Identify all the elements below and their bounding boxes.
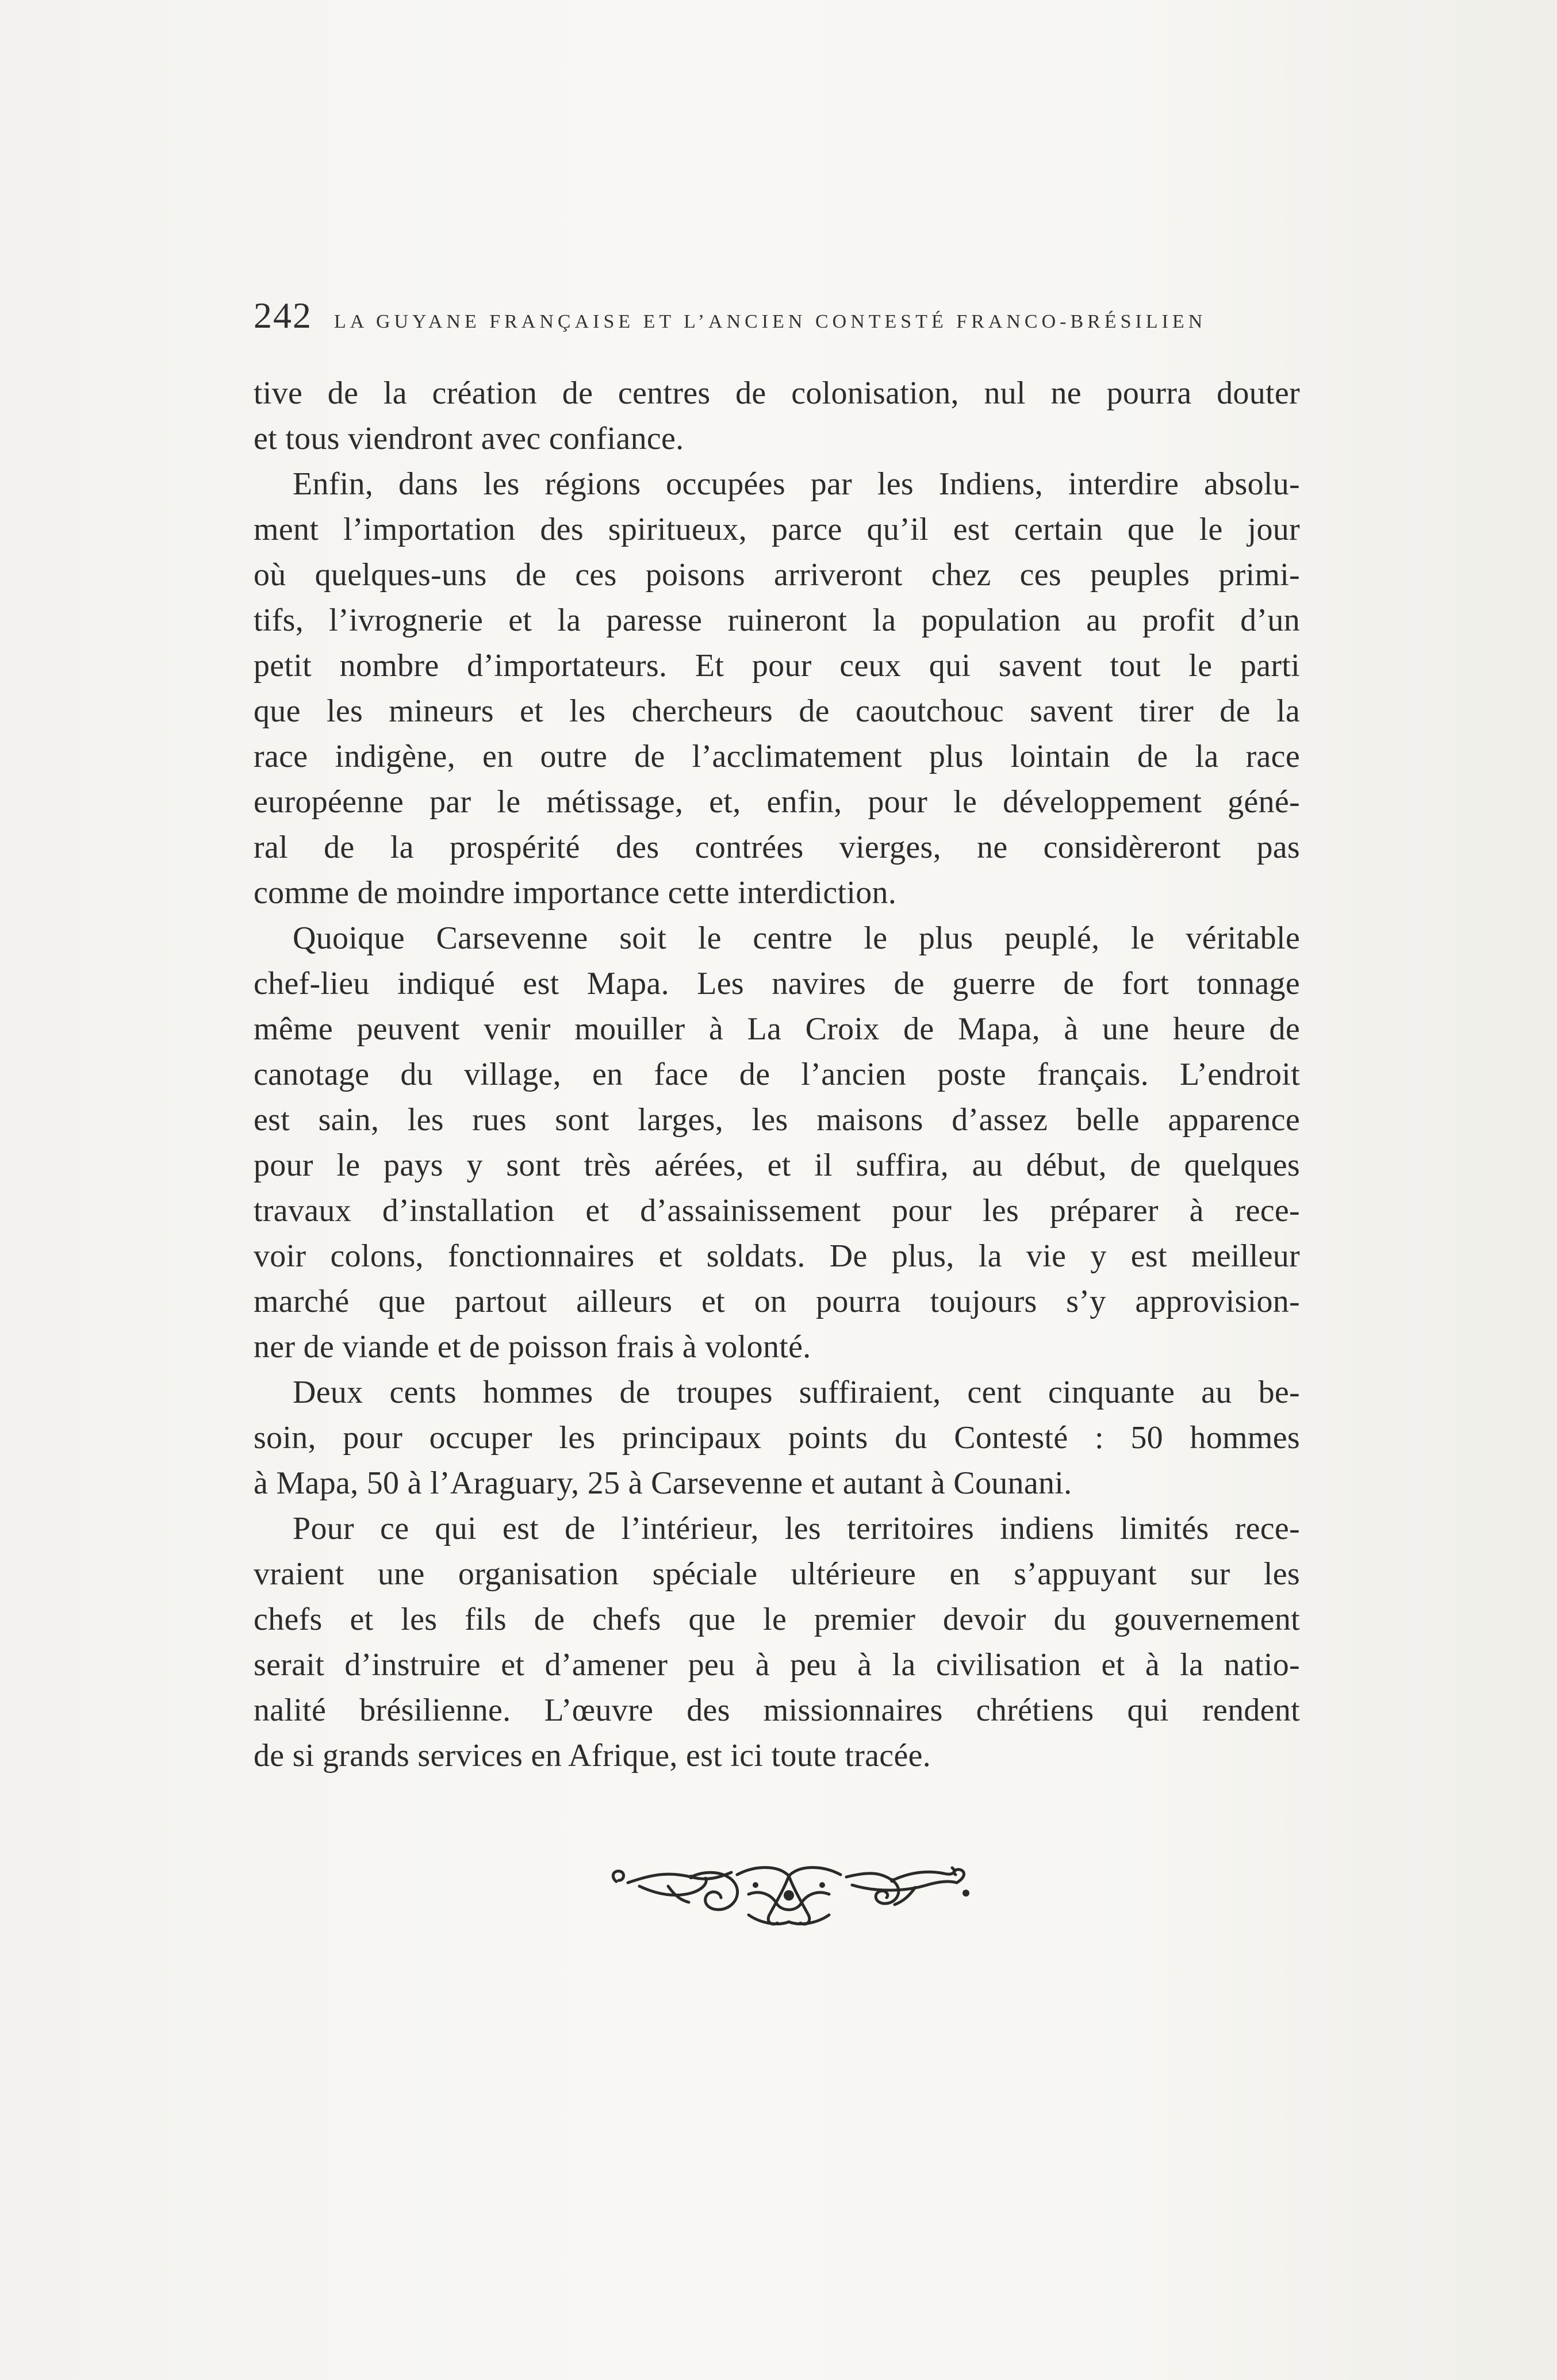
text-line: que les mineurs et les chercheurs de caoutchouc savent tirer de la <box>254 693 1300 729</box>
text-line: voir colons, fonctionnaires et soldats. De plus, la vie y est meilleur <box>254 1238 1300 1274</box>
text-line: vraient une organisation spéciale ultérieure en s’appuyant sur les <box>254 1556 1300 1592</box>
text-line: où quelques-uns de ces poisons arriveront chez ces peuples primi- <box>254 557 1300 593</box>
text-line: européenne par le métissage, et, enfin, pour le développement géné- <box>254 784 1300 820</box>
text-line: Deux cents hommes de troupes suffiraient, cent cinquante au be- <box>293 1375 1300 1410</box>
text-line: soin, pour occuper les principaux points du Contesté : 50 hommes <box>254 1420 1300 1456</box>
text-line: et tous viendront avec confiance. <box>254 421 684 456</box>
body-text <box>254 371 1300 1779</box>
page-header <box>254 294 1300 346</box>
text-line: Quoique Carsevenne soit le centre le plus peuplé, le véritable <box>293 920 1300 956</box>
text-line: pour le pays y sont très aérées, et il suffira, au début, de quelques <box>254 1147 1300 1183</box>
text-line: même peuvent venir mouiller à La Croix de Mapa, à une heure de <box>254 1011 1300 1047</box>
text-line: Enfin, dans les régions occupées par les Indiens, interdire absolu- <box>293 466 1300 502</box>
running-head: LA GUYANE FRANÇAISE ET L’ANCIEN CONTESTÉ FRANCO-BRÉSILIEN <box>334 311 1207 332</box>
text-line: tive de la création de centres de colonisation, nul ne pourra douter <box>254 375 1300 411</box>
text-line: ral de la prospérité des contrées vierges, ne considèreront pas <box>254 830 1300 865</box>
text-line: race indigène, en outre de l’acclimatement plus lointain de la race <box>254 739 1300 774</box>
text-line: Pour ce qui est de l’intérieur, les territoires indiens limités rece- <box>293 1511 1300 1546</box>
text-line: travaux d’installation et d’assainissement pour les préparer à rece- <box>254 1193 1300 1229</box>
floral-tailpiece-icon <box>605 1860 973 1934</box>
text-line: de si grands services en Afrique, est ici toute tracée. <box>254 1738 931 1774</box>
text-line: marché que partout ailleurs et on pourra toujours s’y approvision- <box>254 1284 1300 1319</box>
text-line: serait d’instruire et d’amener peu à peu à la civilisation et à la natio- <box>254 1647 1300 1683</box>
text-line: ment l’importation des spiritueux, parce qu’il est certain que le jour <box>254 512 1300 547</box>
text-line: petit nombre d’importateurs. Et pour ceux qui savent tout le parti <box>254 648 1300 684</box>
text-line: ner de viande et de poisson frais à volonté. <box>254 1329 811 1365</box>
text-line: chefs et les fils de chefs que le premier devoir du gouvernement <box>254 1602 1300 1637</box>
page-number: 242 <box>254 295 312 336</box>
text-line: comme de moindre importance cette interdiction. <box>254 875 897 911</box>
text-line: canotage du village, en face de l’ancien poste français. L’endroit <box>254 1057 1300 1092</box>
text-line: à Mapa, 50 à l’Araguary, 25 à Carsevenne et autant à Counani. <box>254 1465 1072 1501</box>
text-line: est sain, les rues sont larges, les maisons d’assez belle apparence <box>254 1102 1300 1138</box>
text-line: chef-lieu indiqué est Mapa. Les navires de guerre de fort tonnage <box>254 966 1300 1001</box>
text-line: nalité brésilienne. L’œuvre des missionnaires chrétiens qui rendent <box>254 1692 1300 1728</box>
text-line: tifs, l’ivrognerie et la paresse ruineront la population au profit d’un <box>254 602 1300 638</box>
